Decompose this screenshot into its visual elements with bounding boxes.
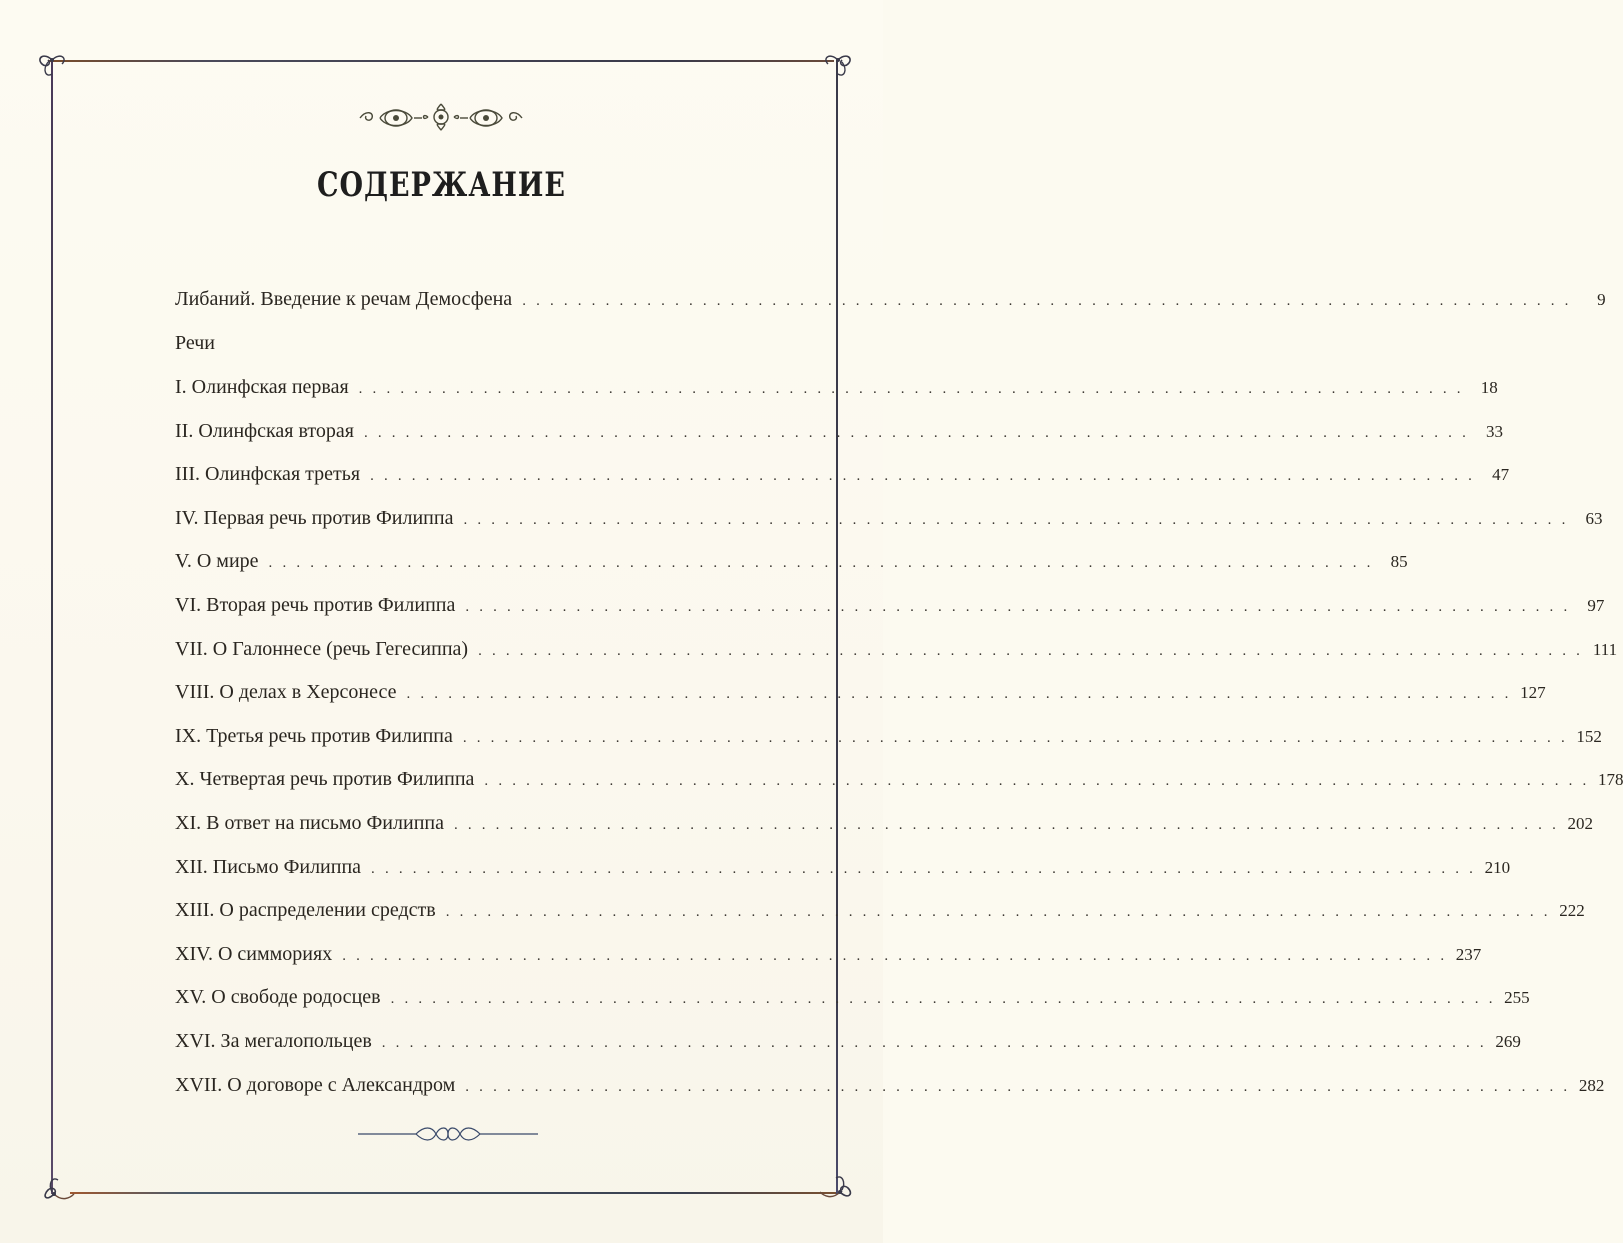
toc-entry bbox=[175, 1030, 1521, 1062]
toc-entry-label: XIII. О распределении средств bbox=[175, 899, 436, 922]
toc-entry-page: 152 bbox=[1576, 726, 1602, 746]
toc-entry-page: 282 bbox=[1578, 1075, 1605, 1095]
dot-leader: . . . . . . . . . . . . . . . . . . . . . . . . . . . . . . . . . . . . . . . . . . . . . . . . . . . . . . . . . . . . . . . . . . . . . . . . . . . . . . . . bbox=[478, 642, 1584, 659]
scroll-divider-icon bbox=[356, 1124, 540, 1144]
toc-entry-page: 63 bbox=[1585, 508, 1603, 528]
dot-leader: . . . . . . . . . . . . . . . . . . . . . . . . . . . . . . . . . . . . . . . . . . . . . . . . . . . . . . . . . . . . . . . . . . . . . . . . . . . . . . . . bbox=[406, 686, 1512, 703]
dot-leader: . . . . . . . . . . . . . . . . . . . . . . . . . . . . . . . . . . . . . . . . . . . . . . . . . . . . . . . . . . . . . . . . . . . . . . . . . . . . . . . . bbox=[363, 424, 1470, 441]
dot-leader: . . . . . . . . . . . . . . . . . . . . . . . . . . . . . . . . . . . . . . . . . . . . . . . . . . . . . . . . . . . . . . . . . . . . . . . . . . . . . . . . bbox=[381, 1035, 1487, 1051]
toc-entry bbox=[175, 506, 1603, 539]
toc-entry-page: 33 bbox=[1486, 421, 1504, 441]
page-title: СОДЕРЖАНИЕ bbox=[317, 166, 566, 205]
dot-leader: . . . . . . . . . . . . . . . . . . . . . . . . . . . . . . . . . . . . . . . . . . . . . . . . . . . . . . . . . . . . . . . . . . . . . . . . . . . . . . . . bbox=[465, 599, 1571, 615]
toc-entry-label: VIII. О делах в Херсонесе bbox=[175, 681, 397, 704]
toc-entry-label: II. Олинфская вторая bbox=[175, 419, 354, 442]
toc-entry bbox=[175, 942, 1482, 975]
toc-entry-page: 237 bbox=[1455, 944, 1482, 964]
toc-entry-label: XVII. О договоре с Александром bbox=[175, 1073, 456, 1096]
toc-entry bbox=[175, 899, 1585, 931]
toc-entry-label: VI. Вторая речь против Филиппа bbox=[175, 594, 456, 616]
toc-entry-page: 202 bbox=[1567, 814, 1594, 833]
frame-left-line bbox=[51, 60, 53, 1194]
toc-entry-label: IV. Первая речь против Филиппа bbox=[175, 506, 454, 529]
dot-leader: . . . . . . . . . . . . . . . . . . . . . . . . . . . . . . . . . . . . . . . . . . . . . . . . . . . . . . . . . . . . . . . . . . . . . . . . . . . . . . . . bbox=[371, 860, 1477, 877]
toc-entry-label: VII. О Галоннесе (речь Гегесиппа) bbox=[175, 637, 469, 660]
toc-entry-page: 210 bbox=[1484, 857, 1511, 877]
dot-leader: . . . . . . . . . . . . . . . . . . . . . . . . . . . . . . . . . . . . . . . . . . . . . . . . . . . . . . . . . . . . . . . . . . . . . . . . . . . . . . . . bbox=[445, 904, 1551, 921]
toc-entry-label: XVI. За мегалопольцев bbox=[175, 1030, 372, 1052]
toc-entry-label: XV. О свободе родосцев bbox=[175, 986, 381, 1009]
toc-entry-label: XI. В ответ на письмо Филиппа bbox=[175, 812, 444, 834]
dot-leader: . . . . . . . . . . . . . . . . . . . . . . . . . . . . . . . . . . . . . . . . . . . . . . . . . . . . . . . . . . . . . . . . . . . . . . . . . . . . bbox=[522, 293, 1572, 309]
corner-flourish-icon bbox=[32, 44, 72, 84]
frame-bottom-line bbox=[70, 1192, 838, 1194]
dot-leader: . . . . . . . . . . . . . . . . . . . . . . . . . . . . . . . . . . . . . . . . . . . . . . . . . . . . . . . . . . . . . . . . . . . . . . . . . . . . . . . . bbox=[465, 1078, 1571, 1095]
dot-leader: . . . . . . . . . . . . . . . . . . . . . . . . . . . . . . . . . . . . . . . . . . . . . . . . . . . . . . . . . . . . . . . . . . . . . . . . . . . . . . . . bbox=[358, 381, 1464, 397]
toc-entry bbox=[175, 768, 1623, 800]
dot-leader: . . . . . . . . . . . . . . . . . . . . . . . . . . . . . . . . . . . . . . . . . . . . . . . . . . . . . . . . . . . . . . . . . . . . . . . . . . . . . . . . bbox=[370, 468, 1476, 485]
toc-entry-label: I. Олинфская первая bbox=[175, 376, 349, 398]
toc-entry-page: 269 bbox=[1495, 1032, 1521, 1051]
toc-entry bbox=[175, 550, 1408, 582]
toc-entry bbox=[175, 986, 1530, 1018]
toc-entry bbox=[175, 1073, 1605, 1106]
toc-entry-page: 127 bbox=[1520, 683, 1546, 703]
toc-entry-label: X. Четвертая речь против Филиппа bbox=[175, 768, 475, 791]
corner-flourish-icon bbox=[816, 1168, 856, 1208]
toc-entry-label: III. Олинфская третья bbox=[175, 463, 361, 486]
toc-entry bbox=[175, 376, 1498, 408]
toc-entry-page: 222 bbox=[1559, 901, 1585, 921]
toc-entry bbox=[175, 812, 1594, 844]
dot-leader: . . . . . . . . . . . . . . . . . . . . . . . . . . . . . . . . . . . . . . . . . . . . . . . . . . . . . . . . . . . . . . . . . . . . . . . . . . . . . . . . bbox=[268, 555, 1374, 572]
dot-leader: . . . . . . . . . . . . . . . . . . . . . . . . . . . . . . . . . . . . . . . . . . . . . . . . . . . . . . . . . . . . . . . . . . . . . . . . . . . . . . . . bbox=[342, 947, 1448, 964]
toc-entry bbox=[175, 724, 1602, 757]
toc-entry-label: V. О мире bbox=[175, 550, 259, 573]
toc-entry bbox=[175, 594, 1605, 626]
toc-entry-page: 255 bbox=[1504, 988, 1530, 1008]
dot-leader: . . . . . . . . . . . . . . . . . . . . . . . . . . . . . . . . . . . . . . . . . . . . . . . . . . . . . . . . . . . . . . . . . . . . . . . . . . . . . . . . bbox=[463, 511, 1569, 528]
toc-entry-page: 111 bbox=[1592, 639, 1618, 659]
frame-top-line bbox=[48, 60, 834, 62]
corner-flourish-icon bbox=[40, 1172, 80, 1212]
dot-leader: . . . . . . . . . . . . . . . . . . . . . . . . . . . . . . . . . . . . . . . . . . . . . . . . . . . . . . . . . . . . . . . . . . . . . . . . . . . . . . . . bbox=[462, 729, 1568, 746]
dot-leader: . . . . . . . . . . . . . . . . . . . . . . . . . . . . . . . . . . . . . . . . . . . . . . . . . . . . . . . . . . . . . . . . . . . . . . . . . . . . . . . . bbox=[453, 817, 1560, 833]
corner-flourish-icon bbox=[818, 44, 858, 84]
toc-entry-page: 85 bbox=[1390, 552, 1408, 572]
toc-entry-page: 9 bbox=[1597, 290, 1606, 309]
toc-entry-page: 47 bbox=[1492, 465, 1510, 485]
toc-entry bbox=[175, 681, 1546, 713]
toc-entry bbox=[175, 855, 1511, 888]
toc-entry bbox=[175, 637, 1618, 670]
toc-entry-label: XIV. О симмориях bbox=[175, 942, 333, 965]
frame-right-line bbox=[836, 60, 838, 1194]
toc-entry-page: 97 bbox=[1587, 596, 1605, 615]
section-heading: Речи bbox=[175, 332, 215, 354]
toc-entry bbox=[175, 463, 1510, 495]
toc-intro-entry bbox=[175, 288, 1606, 320]
toc-entry-page: 18 bbox=[1480, 378, 1498, 397]
toc-entry-page: 178 bbox=[1597, 770, 1623, 790]
floral-ornament-icon bbox=[356, 100, 526, 134]
toc-entry-label: Либаний. Введение к речам Демосфена bbox=[175, 288, 513, 310]
dot-leader: . . . . . . . . . . . . . . . . . . . . . . . . . . . . . . . . . . . . . . . . . . . . . . . . . . . . . . . . . . . . . . . . . . . . . . . . . . . . . . . . bbox=[484, 773, 1590, 790]
toc-entry-label: XII. Письмо Филиппа bbox=[175, 855, 362, 878]
toc-entry-label: IX. Третья речь против Филиппа bbox=[175, 724, 453, 747]
dot-leader: . . . . . . . . . . . . . . . . . . . . . . . . . . . . . . . . . . . . . . . . . . . . . . . . . . . . . . . . . . . . . . . . . . . . . . . . . . . . . . . . bbox=[390, 991, 1496, 1008]
toc-entry bbox=[175, 419, 1504, 452]
